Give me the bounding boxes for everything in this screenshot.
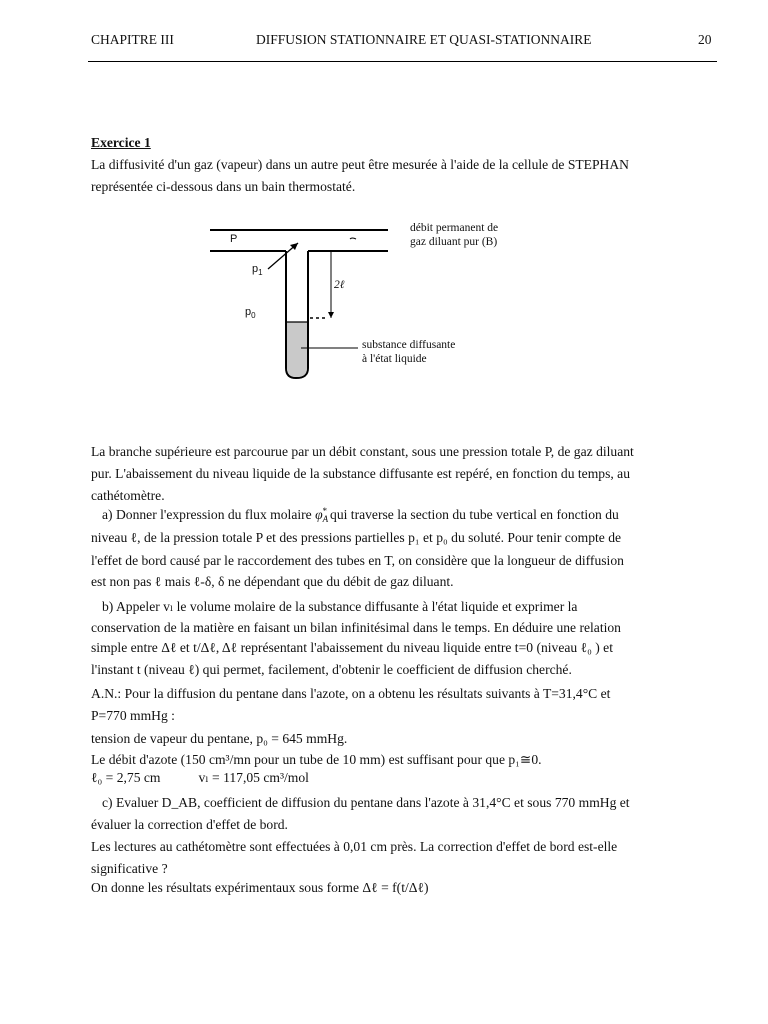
question-b-line-1: b) Appeler vₗ le volume molaire de la substance diffusante à l'état liquide et exprimer la: [102, 599, 578, 614]
chapter-title: DIFFUSION STATIONNAIRE ET QUASI-STATIONNAIRE: [256, 32, 592, 47]
question-a-line-1: a) Donner l'expression du flux molaire $\varphi_A^*$ qui traverse la section du tube vertical en fonction du: [102, 506, 619, 524]
exercise-title: Exercice 1: [91, 135, 151, 150]
chapter-label: CHAPITRE III: [91, 32, 174, 47]
label-p1: $p_1$: [252, 263, 263, 277]
end-line-2: significative ?: [91, 861, 168, 876]
an-line-4: Le débit d'azote (150 cm³/mn pour un tube de 10 mm) est suffisant pour que p₁≅0.: [91, 752, 542, 767]
page-number: 20: [698, 32, 712, 47]
question-b-line-2: conservation de la matière en faisant un bilan infinitésimal dans le temps. En déduire une relation: [91, 620, 621, 635]
page-header: [88, 32, 716, 62]
l0-value: ℓ₀ = 2,75 cm: [91, 770, 161, 785]
flux-symbol-icon: $\varphi_A^*$: [315, 506, 329, 524]
an-line-1: A.N.: Pour la diffusion du pentane dans l'azote, on a obtenu les résultats suivants à T=31,4°C et: [91, 686, 611, 701]
para1-line-2: pur. L'abaissement du niveau liquide de la substance diffusante est repéré, en fonction du temps, au: [91, 466, 630, 481]
stephan-cell-figure: [200, 218, 610, 425]
end-line-3: On donne les résultats expérimentaux sous forme Δℓ = f(t/Δℓ): [91, 880, 429, 895]
question-b-line-3: simple entre Δℓ et t/Δℓ, Δℓ représentant l'abaissement du niveau liquide entre t=0 (niveau ℓ₀ ) et: [91, 640, 613, 655]
an-line-5: [91, 771, 309, 786]
question-a-line-3: l'effet de bord causé par le raccordement des tubes en T, on considère que la longueur de diffusion: [91, 553, 624, 568]
label-P: P: [230, 233, 238, 245]
label-2l: 2ℓ: [334, 279, 345, 291]
liquid-label-1: substance diffusante: [362, 339, 456, 351]
question-b-line-4: l'instant t (niveau ℓ) qui permet, facilement, d'obtenir le coefficient de diffusion cherché.: [91, 662, 572, 677]
flow-label-1: débit permanent de: [410, 222, 499, 234]
liquid-label-2: à l'état liquide: [362, 353, 427, 365]
question-a-line-2: niveau ℓ, de la pression totale P et des pressions partielles p₁ et p₀ du soluté. Pour tenir compte de: [91, 530, 622, 545]
label-p0: $p_0$: [245, 306, 256, 320]
question-a-line-4: est non pas ℓ mais ℓ-δ, δ ne dépendant que du débit de gaz diluant.: [91, 574, 454, 589]
intro-line-1: La diffusivité d'un gaz (vapeur) dans un autre peut être mesurée à l'aide de la cellule de STEPHAN: [91, 157, 630, 172]
vl-value: vₗ = 117,05 cm³/mol: [198, 770, 309, 785]
flow-label-2: gaz diluant pur (B): [410, 236, 498, 248]
an-line-2: P=770 mmHg :: [91, 708, 175, 723]
question-c-line-1: c) Evaluer D_AB, coefficient de diffusion du pentane dans l'azote à 31,4°C et sous 770 mmHg et: [102, 795, 630, 810]
question-c-line-2: évaluer la correction d'effet de bord.: [91, 817, 288, 832]
para1-line-1: La branche supérieure est parcourue par un débit constant, sous une pression totale P, de gaz diluant: [91, 444, 634, 459]
liquid-fill: [287, 322, 307, 377]
para1-line-3: cathétomètre.: [91, 488, 165, 503]
end-line-1: Les lectures au cathétomètre sont effectuées à 0,01 cm près. La correction d'effet de bord est-elle: [91, 839, 618, 854]
header-rule: [88, 61, 717, 62]
intro-line-2: représentée ci-dessous dans un bain thermostaté.: [91, 179, 356, 194]
an-line-3: tension de vapeur du pentane, p₀ = 645 mmHg.: [91, 731, 348, 746]
